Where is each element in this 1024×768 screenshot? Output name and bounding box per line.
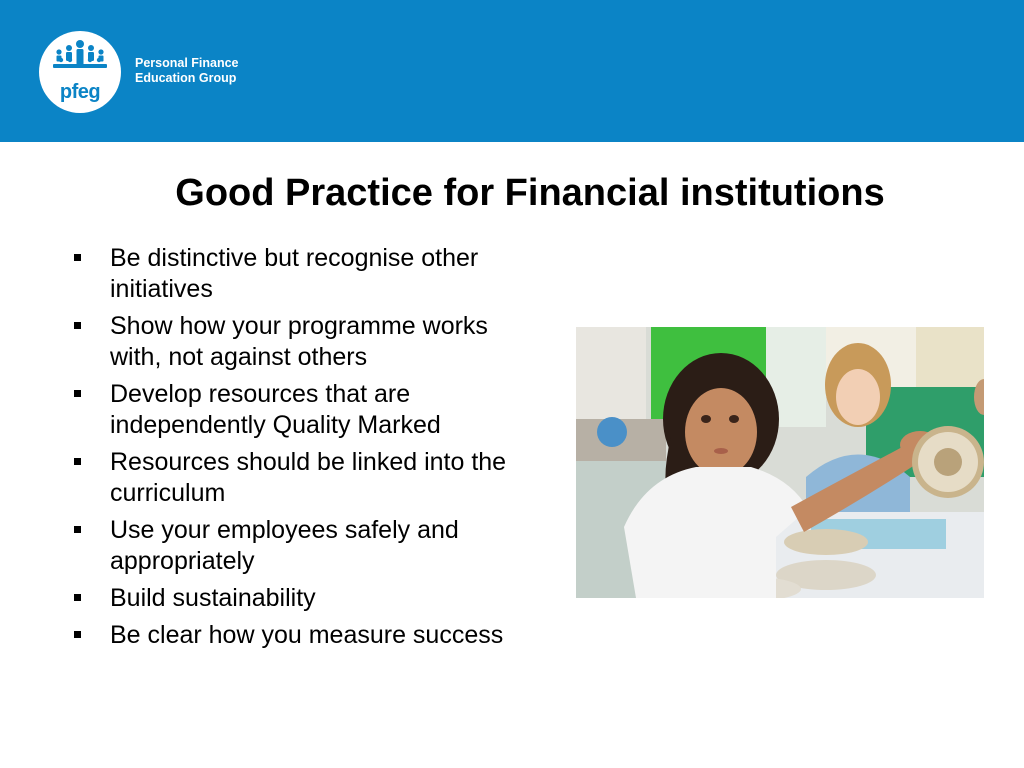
organization-name [135,56,239,86]
bullet-item [72,379,542,441]
slide-title: Good Practice for Financial institutions [175,172,885,214]
bullet-text: Use your employees safely and appropriately [110,516,459,575]
org-name-line1: Personal Finance [135,56,239,70]
bullet-item [72,311,542,373]
square-bullet-icon [74,390,81,397]
logo-text: pfeg [59,81,101,103]
square-bullet-icon [74,594,81,601]
bullet-item [72,515,542,577]
bullet-item [72,583,542,614]
bullet-text: Be distinctive but recognise other initiatives [110,244,479,303]
square-bullet-icon [74,458,81,465]
bullet-item [72,620,542,651]
classroom-photo [576,327,984,598]
pfeg-logo [39,31,121,113]
bullet-text: Show how your programme works with, not against others [110,312,488,371]
children-with-coins-image [576,327,984,598]
bullet-item [72,243,542,305]
bullet-text: Be clear how you measure success [110,621,504,649]
bullet-list [72,243,542,657]
bullet-text: Develop resources that are independently Quality Marked [110,380,441,439]
square-bullet-icon [74,254,81,261]
square-bullet-icon [74,526,81,533]
square-bullet-icon [74,631,81,638]
bullet-item [72,447,542,509]
bullet-text: Build sustainability [110,584,316,612]
header-bar [0,0,1024,142]
org-name-line2: Education Group [135,71,237,85]
bullet-text: Resources should be linked into the curriculum [110,448,507,507]
square-bullet-icon [74,322,81,329]
